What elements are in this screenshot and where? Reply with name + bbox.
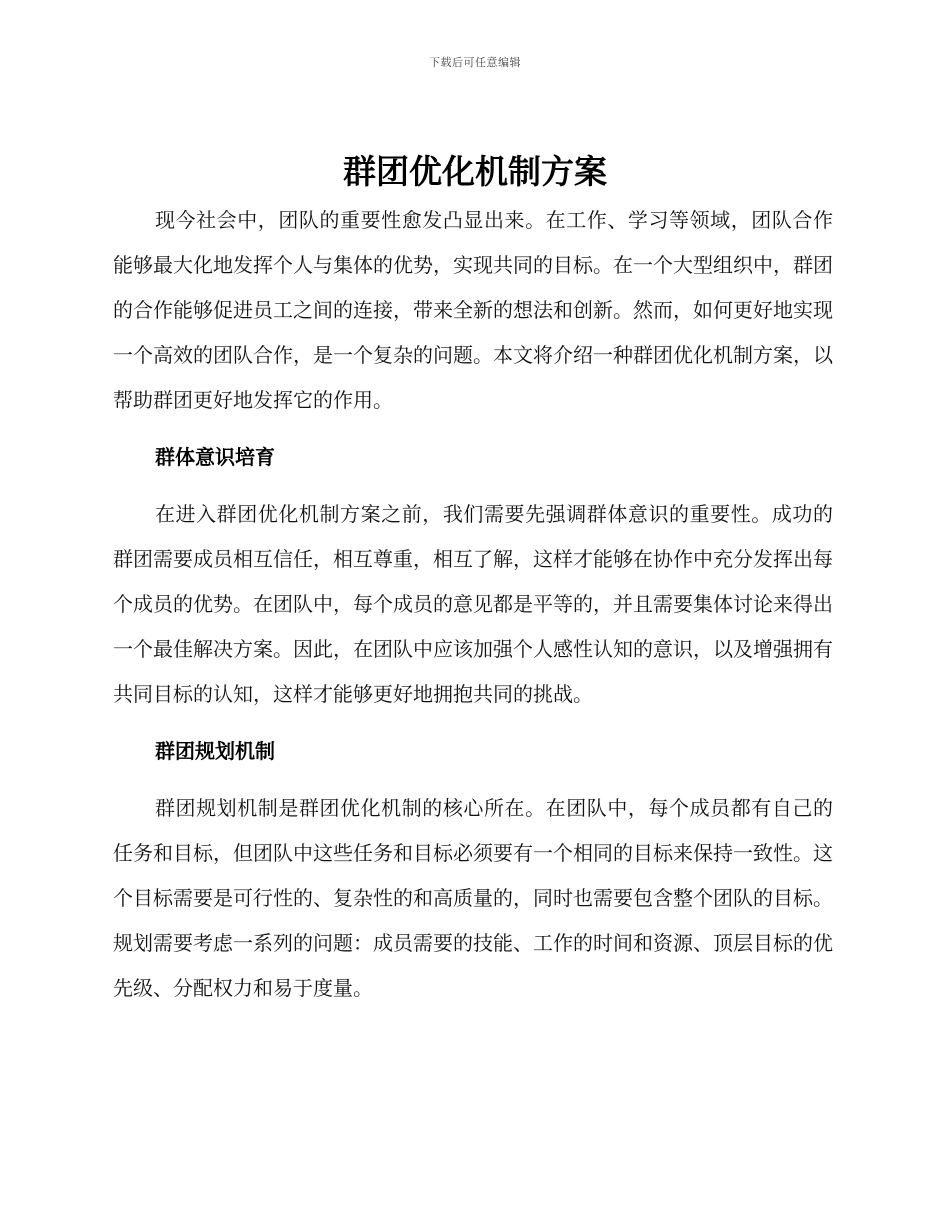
section-heading-planning-mechanism: 群团规划机制 <box>155 739 275 763</box>
intro-paragraph: 现今社会中，团队的重要性愈发凸显出来。在工作、学习等领域，团队合作能够最大化地发挥个人与集体的优势，实现共同的目标。在一个大型组织中，群团的合作能够促进员工之间的连接，带来全新的想法和创新。然而，如何更好地实现一个高效的团队合作，是一个复杂的问题。本文将介绍一种群团优化机制方案，以帮助群团更好地发挥它的作用。 <box>113 208 833 412</box>
section-paragraph-planning-mechanism: 群团规划机制是群团优化机制的核心所在。在团队中，每个成员都有自己的任务和目标，但团队中这些任务和目标必须要有一个相同的目标来保持一致性。这个目标需要是可行性的、复杂性的和高质量的，同时也需要包含整个团队的目标。规划需要考虑一系列的问题：成员需要的技能、工作的时间和资源、顶层目标的优先级、分配权力和易于度量。 <box>113 796 833 1000</box>
document-body <box>113 198 833 1011</box>
section-heading-group-awareness: 群体意识培育 <box>155 445 275 469</box>
section-paragraph-group-awareness: 在进入群团优化机制方案之前，我们需要先强调群体意识的重要性。成功的群团需要成员相互信任，相互尊重，相互了解，这样才能够在协作中充分发挥出每个成员的优势。在团队中，每个成员的意见都是平等的，并且需要集体讨论来得出一个最佳解决方案。因此，在团队中应该加强个人感性认知的意识，以及增强拥有共同目标的认知，这样才能够更好地拥抱共同的挑战。 <box>113 502 833 706</box>
document-title: 群团优化机制方案 <box>343 152 607 191</box>
page-header-note: 下载后可任意编辑 <box>429 56 521 69</box>
